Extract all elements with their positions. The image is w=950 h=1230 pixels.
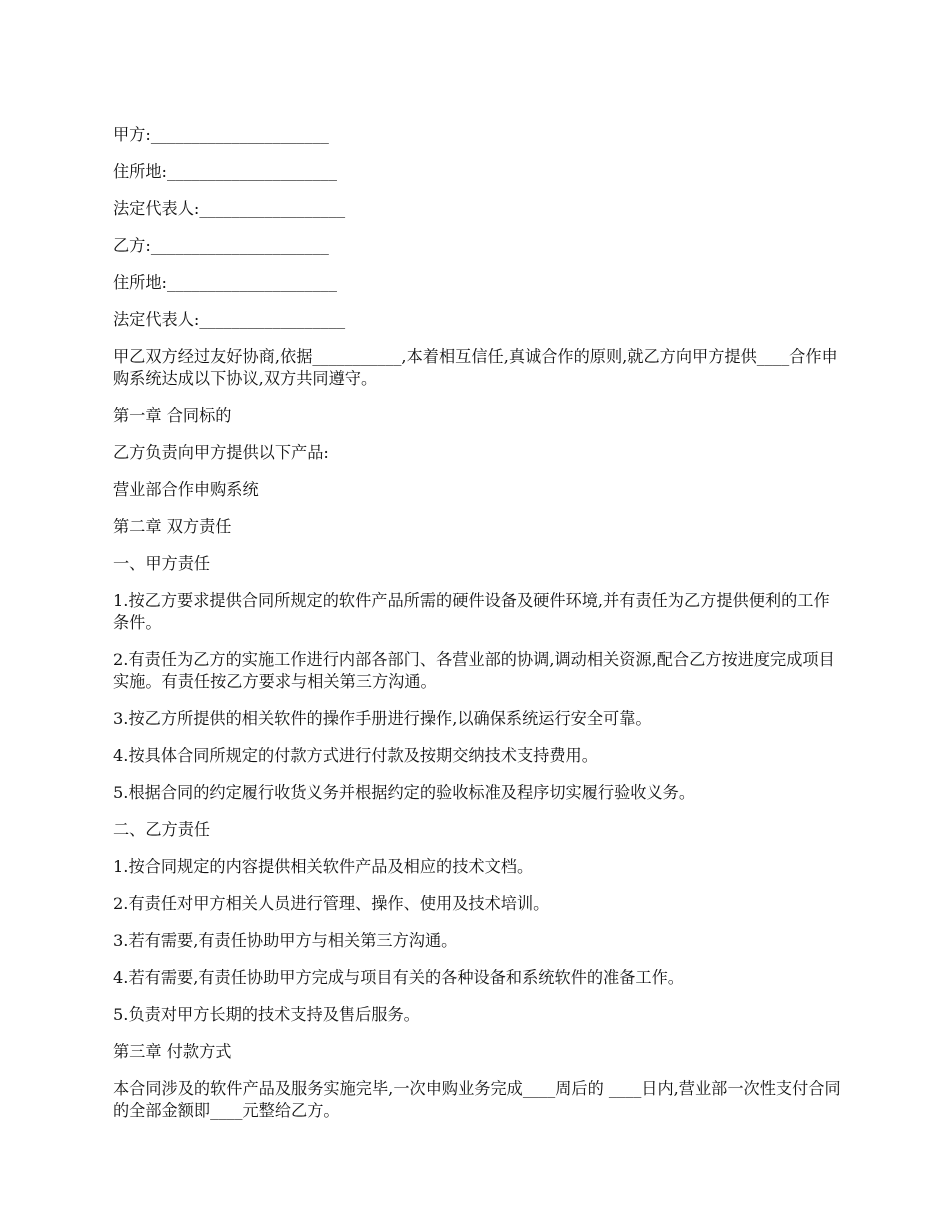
party-b-duties-heading: 二、乙方责任 bbox=[113, 820, 211, 839]
party-b-duty-2: 2.有责任对甲方相关人员进行管理、操作、使用及技术培训。 bbox=[113, 894, 550, 913]
party-b-duty-4: 4.若有需要,有责任协助甲方完成与项目有关的各种设备和系统软件的准备工作。 bbox=[113, 968, 684, 987]
party-b-name-line: 乙方:______________________ bbox=[113, 236, 329, 255]
party-a-address-line: 住所地:_____________________ bbox=[113, 162, 337, 181]
party-a-duty-3: 3.按乙方所提供的相关软件的操作手册进行操作,以确保系统运行安全可靠。 bbox=[113, 709, 652, 728]
party-a-name-line: 甲方:______________________ bbox=[113, 125, 329, 144]
party-b-duty-5: 5.负责对甲方长期的技术支持及售后服务。 bbox=[113, 1005, 420, 1024]
party-a-duty-4: 4.按具体合同所规定的付款方式进行付款及按期交纳技术支持费用。 bbox=[113, 746, 598, 765]
party-b-legal-rep-line: 法定代表人:__________________ bbox=[113, 310, 346, 329]
party-a-duty-2: 2.有责任为乙方的实施工作进行内部各部门、各营业部的协调,调动相关资源,配合乙方按进度完成项目实施。有责任按乙方要求与相关第三方沟通。 bbox=[113, 650, 835, 691]
party-b-duty-3: 3.若有需要,有责任协助甲方与相关第三方沟通。 bbox=[113, 931, 458, 950]
party-a-duty-1: 1.按乙方要求提供合同所规定的软件产品所需的硬件设备及硬件环境,并有责任为乙方提供便利的工作条件。 bbox=[113, 591, 830, 632]
party-a-duties-heading: 一、甲方责任 bbox=[113, 554, 211, 573]
chapter-1-intro: 乙方负责向甲方提供以下产品: bbox=[113, 443, 329, 462]
party-b-address-line: 住所地:_____________________ bbox=[113, 273, 337, 292]
party-a-legal-rep-line: 法定代表人:__________________ bbox=[113, 199, 346, 218]
party-b-duty-1: 1.按合同规定的内容提供相关软件产品及相应的技术文档。 bbox=[113, 857, 534, 876]
preamble-paragraph: 甲乙双方经过友好协商,依据___________,本着相互信任,真诚合作的原则,就乙方向甲方提供____合作申购系统达成以下协议,双方共同遵守。 bbox=[113, 347, 838, 388]
chapter-2-heading: 第二章 双方责任 bbox=[113, 517, 232, 536]
payment-terms-paragraph: 本合同涉及的软件产品及服务实施完毕,一次申购业务完成____周后的 ____日内,营业部一次性支付合同的全部金额即____元整给乙方。 bbox=[113, 1079, 841, 1120]
chapter-1-heading: 第一章 合同标的 bbox=[113, 406, 232, 425]
product-name: 营业部合作申购系统 bbox=[113, 480, 259, 499]
chapter-3-heading: 第三章 付款方式 bbox=[113, 1042, 232, 1061]
party-a-duty-5: 5.根据合同的约定履行收货义务并根据约定的验收标准及程序切实履行验收义务。 bbox=[113, 783, 696, 802]
document-body bbox=[113, 124, 841, 1137]
